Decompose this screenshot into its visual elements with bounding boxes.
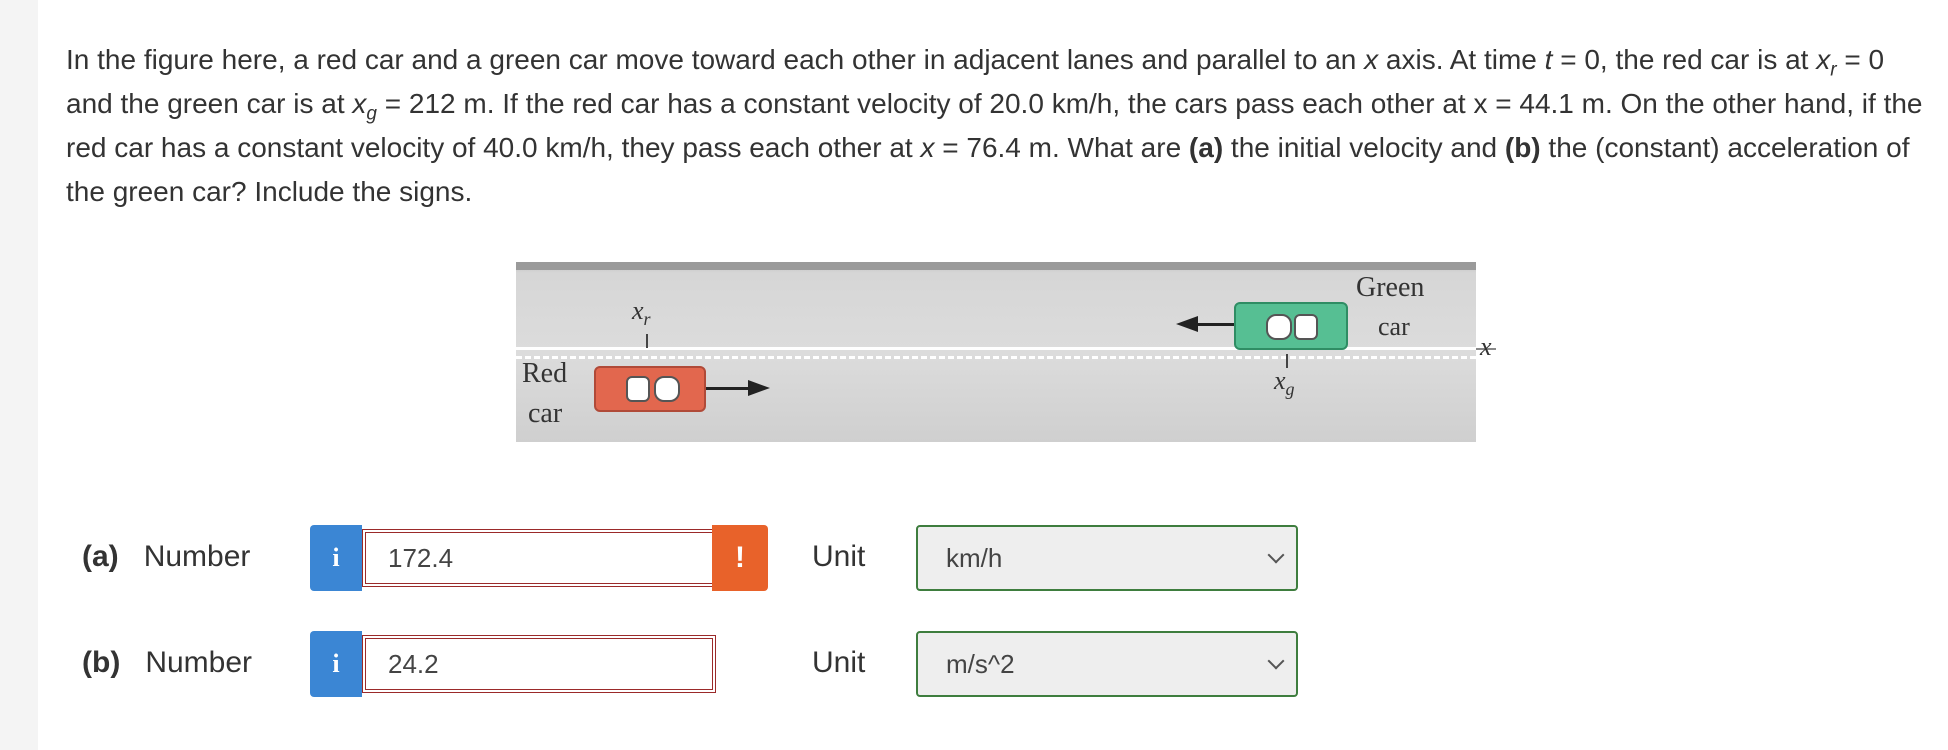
road [516,262,1476,442]
road-edge [516,262,1476,270]
answer-b-label: (b) Number [82,646,253,679]
answer-a-number-input[interactable]: 172.4 [362,529,716,587]
chevron-down-icon [1268,653,1285,670]
green-car [1234,302,1348,350]
green-car-label-2: car [1378,312,1410,341]
red-car-arrow-head [748,380,770,396]
red-car-label-1: Red [522,358,568,389]
answer-a-unit-select[interactable]: km/h [916,525,1298,591]
xg-label: $x_g$ [1274,366,1295,400]
answer-b-unit-label: Unit [812,646,866,679]
green-car-arrow [1198,323,1234,326]
green-car-label-1: Green [1356,272,1425,303]
answer-b-unit-select[interactable]: m/s^2 [916,631,1298,697]
xr-label: $x_r$ [632,296,651,330]
red-car-label-2: car [528,398,563,429]
answer-b-number-input[interactable]: 24.2 [362,635,716,693]
x-axis-label: x [1480,332,1492,361]
red-car-arrow [706,387,750,390]
question-text: In the figure here, a red car and a green car move toward each other in adjacent lanes and parallel to an x axis. At time t = 0, the red car is at $x_r = 0$ and the green car is at $x_g = 212$ m. If the red car has a constant velocity of 20.0 km/h, the cars pass each other at x = 44.1 m. On the other hand, if the red car has a constant velocity of 40.0 km/h, they pass each other at x = 76.4 m. What are (a) the initial velocity and (b) the (constant) acceleration of the green car? Include the signs. [66,44,1923,207]
answer-a-label: (a) Number [82,540,251,573]
cars-figure [516,262,1492,442]
green-car-arrow-head [1176,316,1198,332]
info-icon[interactable]: i [310,525,362,591]
xr-tick [646,334,648,348]
info-icon[interactable]: i [310,631,362,697]
answer-a-unit-label: Unit [812,540,866,573]
alert-icon[interactable]: ! [712,525,768,591]
red-car [594,366,706,412]
lane-dashes [516,356,1476,359]
chevron-down-icon [1268,547,1285,564]
